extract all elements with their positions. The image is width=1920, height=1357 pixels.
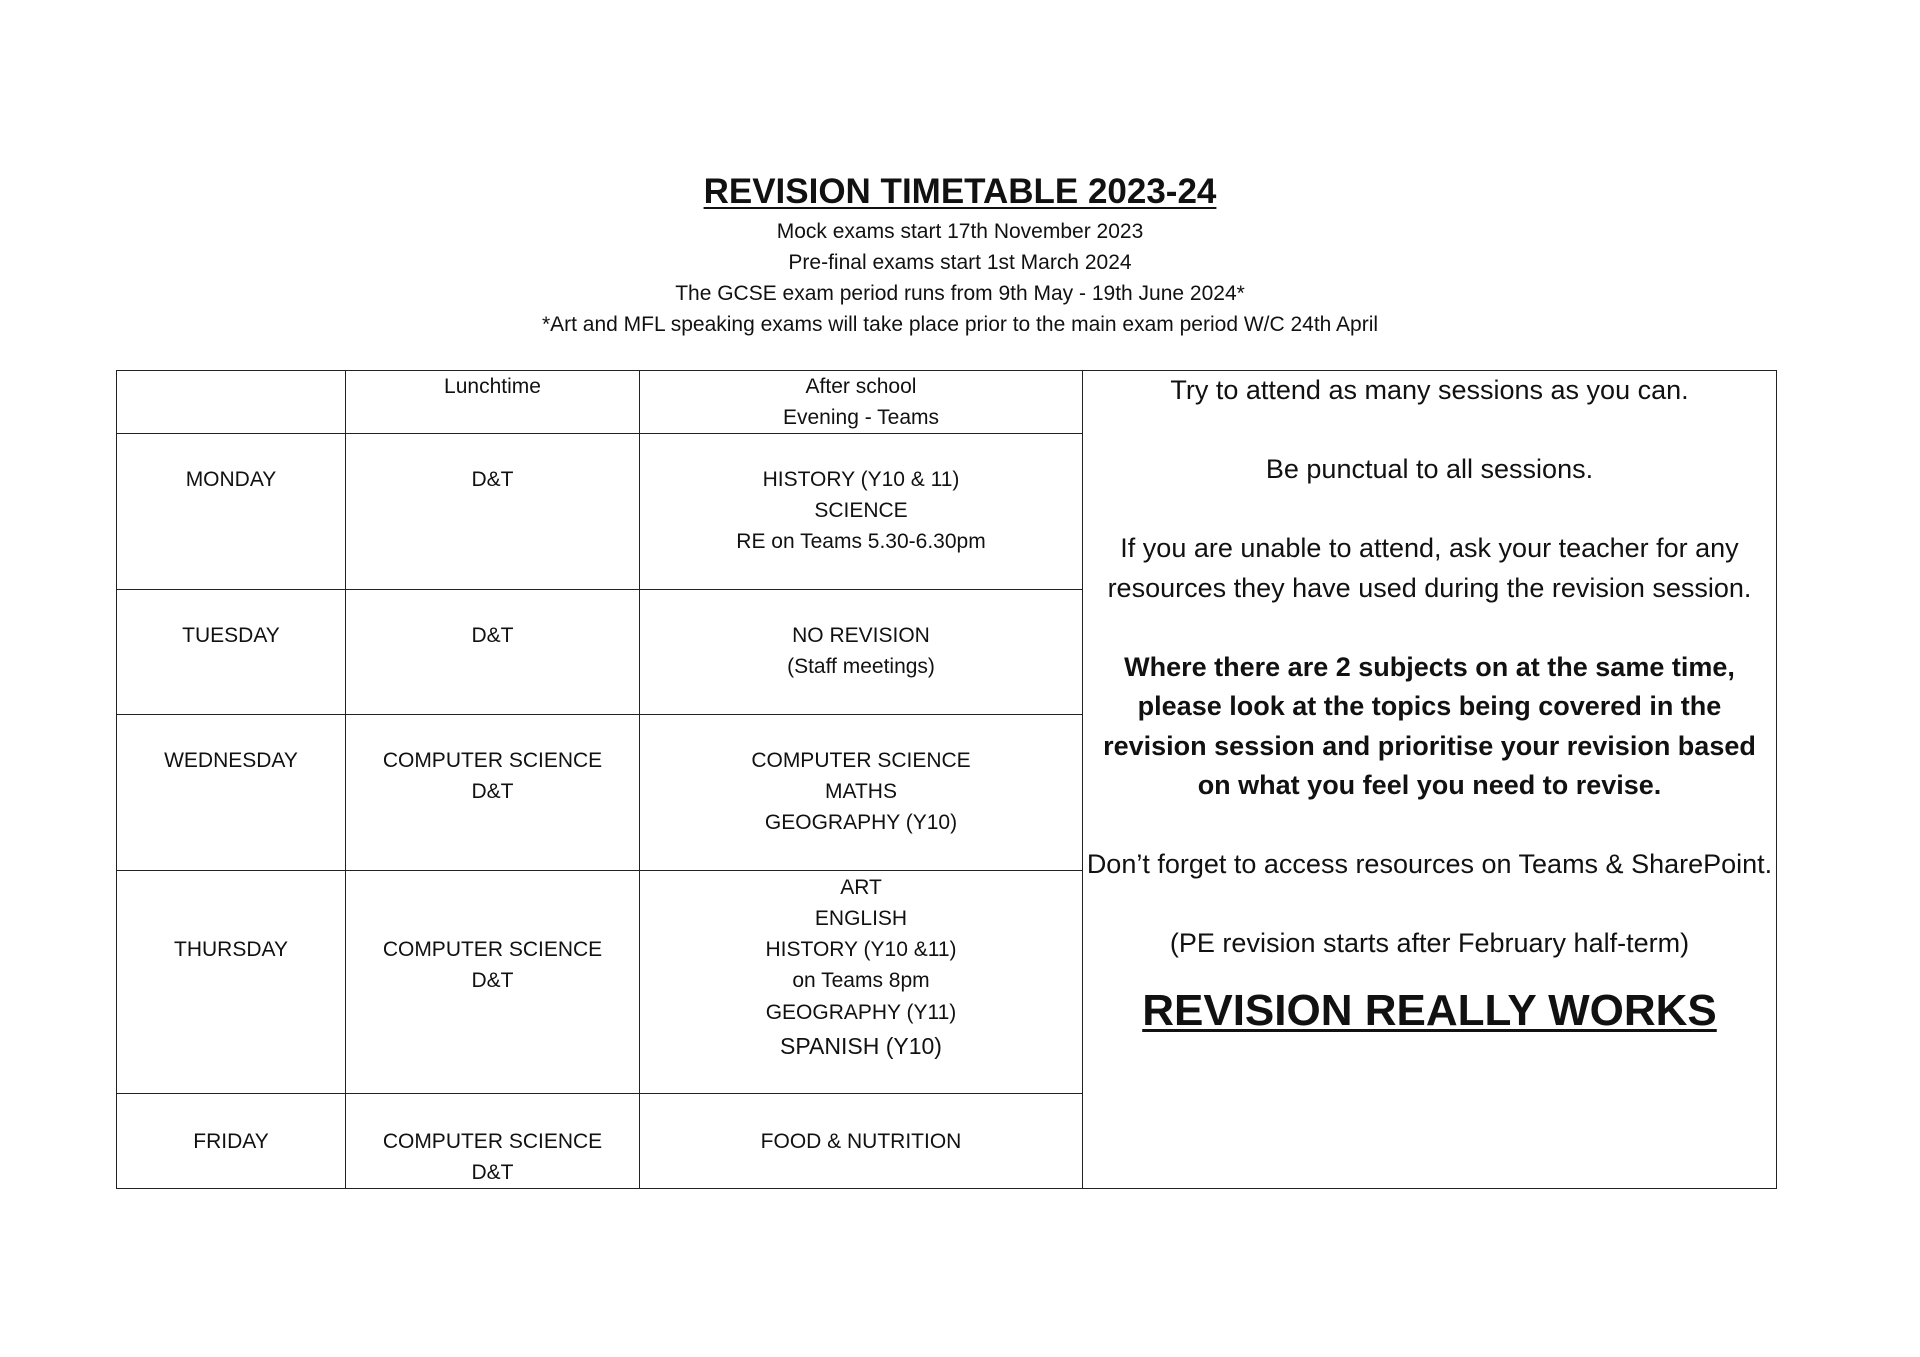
- after-school-cell: [640, 1094, 1083, 1189]
- page-title: REVISION TIMETABLE 2023-24: [703, 172, 1217, 211]
- day-cell: FRIDAY: [117, 1094, 346, 1189]
- lunchtime-cell: [346, 715, 640, 871]
- after-school-cell: [640, 434, 1083, 590]
- after-school-heading: After school: [805, 375, 917, 398]
- after-school-subject: MATHS: [825, 780, 897, 803]
- attend-note: Try to attend as many sessions as you can.: [1170, 375, 1689, 405]
- evening-teams-heading: Evening - Teams: [782, 406, 940, 429]
- header-day-cell: [117, 371, 346, 434]
- lunchtime-subject: D&T: [471, 624, 514, 647]
- lunchtime-subject: D&T: [471, 468, 514, 491]
- after-school-subject: HISTORY (Y10 & 11): [762, 468, 960, 491]
- day-cell: MONDAY: [117, 434, 346, 590]
- after-school-cell: [640, 871, 1083, 1094]
- lunchtime-cell: [346, 1094, 640, 1189]
- lunchtime-subject: D&T: [471, 969, 514, 992]
- revision-timetable: [116, 370, 1777, 1189]
- lunchtime-cell: [346, 871, 640, 1094]
- unable-note: If you are unable to attend, ask your teacher for any resources they have used during the revision session.: [1107, 533, 1752, 603]
- resources-note: Don’t forget to access resources on Teams & SharePoint.: [1086, 849, 1773, 879]
- priority-note: Where there are 2 subjects on at the same time, please look at the topics being covered in the revision session and prioritise your revision based on what you feel you need to revise.: [1103, 651, 1756, 800]
- mock-exams-note: Mock exams start 17th November 2023: [776, 220, 1144, 243]
- day-cell: WEDNESDAY: [117, 715, 346, 871]
- after-school-cell: [640, 590, 1083, 715]
- speaking-exams-note: *Art and MFL speaking exams will take place prior to the main exam period W/C 24th April: [541, 313, 1379, 336]
- lunchtime-subject: D&T: [471, 780, 514, 803]
- after-school-subject: SPANISH (Y10): [780, 1033, 942, 1059]
- lunchtime-subject: D&T: [471, 1161, 514, 1184]
- guidance-panel: [1083, 371, 1777, 1189]
- after-school-subject: SCIENCE: [814, 499, 908, 522]
- after-school-subject: (Staff meetings): [787, 655, 935, 678]
- pe-note: (PE revision starts after February half-term): [1169, 928, 1690, 958]
- lunchtime-heading: Lunchtime: [444, 375, 541, 398]
- motto: REVISION REALLY WORKS: [1142, 985, 1717, 1035]
- after-school-subject: on Teams 8pm: [792, 969, 930, 992]
- after-school-subject: GEOGRAPHY (Y10): [764, 811, 958, 834]
- after-school-subject: RE on Teams 5.30-6.30pm: [736, 530, 986, 553]
- lunchtime-cell: [346, 434, 640, 590]
- lunchtime-subject: COMPUTER SCIENCE: [382, 1130, 603, 1153]
- after-school-subject: FOOD & NUTRITION: [760, 1130, 962, 1153]
- lunchtime-cell: [346, 590, 640, 715]
- page-header: [0, 168, 1920, 340]
- after-school-cell: [640, 715, 1083, 871]
- after-school-subject: COMPUTER SCIENCE: [751, 749, 971, 772]
- lunchtime-subject: COMPUTER SCIENCE: [382, 938, 603, 961]
- day-cell: TUESDAY: [117, 590, 346, 715]
- header-lunchtime: [346, 371, 640, 434]
- after-school-subject: ART: [840, 876, 882, 899]
- after-school-subject: NO REVISION: [792, 624, 930, 647]
- header-after-school: [640, 371, 1083, 434]
- after-school-subject: ENGLISH: [814, 907, 908, 930]
- gcse-period-note: The GCSE exam period runs from 9th May - 19th June 2024*: [675, 282, 1245, 305]
- after-school-subject: GEOGRAPHY (Y11): [765, 1001, 957, 1024]
- table-header-row: [117, 371, 1777, 434]
- after-school-subject: HISTORY (Y10 &11): [765, 938, 957, 961]
- lunchtime-subject: COMPUTER SCIENCE: [382, 749, 603, 772]
- prefinal-exams-note: Pre-final exams start 1st March 2024: [788, 251, 1132, 274]
- punctual-note: Be punctual to all sessions.: [1265, 454, 1594, 484]
- day-cell: THURSDAY: [117, 871, 346, 1094]
